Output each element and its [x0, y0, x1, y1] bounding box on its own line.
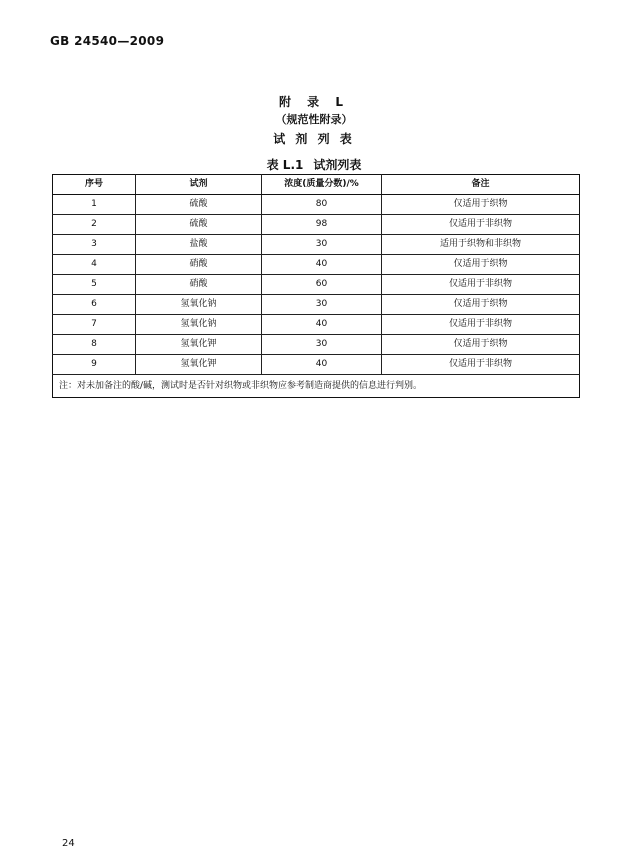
column-header-no: 序号 — [53, 175, 136, 195]
cell-reagent: 硫酸 — [136, 215, 262, 235]
cell-remark: 仅适用于非织物 — [382, 315, 580, 335]
cell-remark: 仅适用于织物 — [382, 295, 580, 315]
cell-concentration: 40 — [262, 355, 382, 375]
standard-code: GB 24540—2009 — [50, 34, 165, 48]
table-row — [53, 335, 580, 355]
cell-no: 9 — [53, 355, 136, 375]
column-header-reagent: 试剂 — [136, 175, 262, 195]
cell-concentration: 30 — [262, 335, 382, 355]
cell-reagent: 氢氧化钾 — [136, 335, 262, 355]
table-header-row — [53, 175, 580, 195]
column-header-remark: 备注 — [382, 175, 580, 195]
cell-no: 1 — [53, 195, 136, 215]
cell-concentration: 30 — [262, 235, 382, 255]
cell-remark: 仅适用于织物 — [382, 255, 580, 275]
cell-reagent: 盐酸 — [136, 235, 262, 255]
table-row — [53, 355, 580, 375]
cell-remark: 仅适用于非织物 — [382, 275, 580, 295]
table-note-row — [53, 375, 580, 398]
annex-heading: 试 剂 列 表 — [273, 132, 355, 146]
cell-concentration: 40 — [262, 255, 382, 275]
cell-reagent: 氢氧化钾 — [136, 355, 262, 375]
annex-title: 附 录 L — [278, 95, 349, 109]
cell-remark: 仅适用于非织物 — [382, 355, 580, 375]
reagent-table — [52, 174, 580, 398]
cell-concentration: 40 — [262, 315, 382, 335]
cell-concentration: 30 — [262, 295, 382, 315]
cell-no: 6 — [53, 295, 136, 315]
cell-reagent: 氢氧化钠 — [136, 295, 262, 315]
table-row — [53, 255, 580, 275]
cell-concentration: 80 — [262, 195, 382, 215]
cell-no: 3 — [53, 235, 136, 255]
cell-reagent: 氢氧化钠 — [136, 315, 262, 335]
table-caption-number: 表 L.1 — [266, 158, 304, 172]
cell-remark: 仅适用于非织物 — [382, 215, 580, 235]
cell-remark: 仅适用于织物 — [382, 195, 580, 215]
cell-concentration: 60 — [262, 275, 382, 295]
table-row — [53, 295, 580, 315]
table-row — [53, 195, 580, 215]
cell-remark: 适用于织物和非织物 — [382, 235, 580, 255]
cell-no: 5 — [53, 275, 136, 295]
page-number: 24 — [62, 838, 75, 849]
table-caption — [0, 156, 628, 173]
table-row — [53, 275, 580, 295]
table-note: 注：对未加备注的酸/碱，测试时是否针对织物或非织物应参考制造商提供的信息进行判别。 — [53, 375, 580, 398]
cell-no: 2 — [53, 215, 136, 235]
cell-remark: 仅适用于织物 — [382, 335, 580, 355]
cell-no: 4 — [53, 255, 136, 275]
cell-reagent: 硝酸 — [136, 275, 262, 295]
cell-no: 8 — [53, 335, 136, 355]
cell-no: 7 — [53, 315, 136, 335]
table-row — [53, 315, 580, 335]
cell-concentration: 98 — [262, 215, 382, 235]
column-header-concentration: 浓度(质量分数)/% — [262, 175, 382, 195]
table-row — [53, 215, 580, 235]
annex-subtitle: （规范性附录） — [275, 113, 353, 126]
cell-reagent: 硫酸 — [136, 195, 262, 215]
table-caption-title: 试剂列表 — [313, 158, 362, 172]
cell-reagent: 硝酸 — [136, 255, 262, 275]
table-row — [53, 235, 580, 255]
